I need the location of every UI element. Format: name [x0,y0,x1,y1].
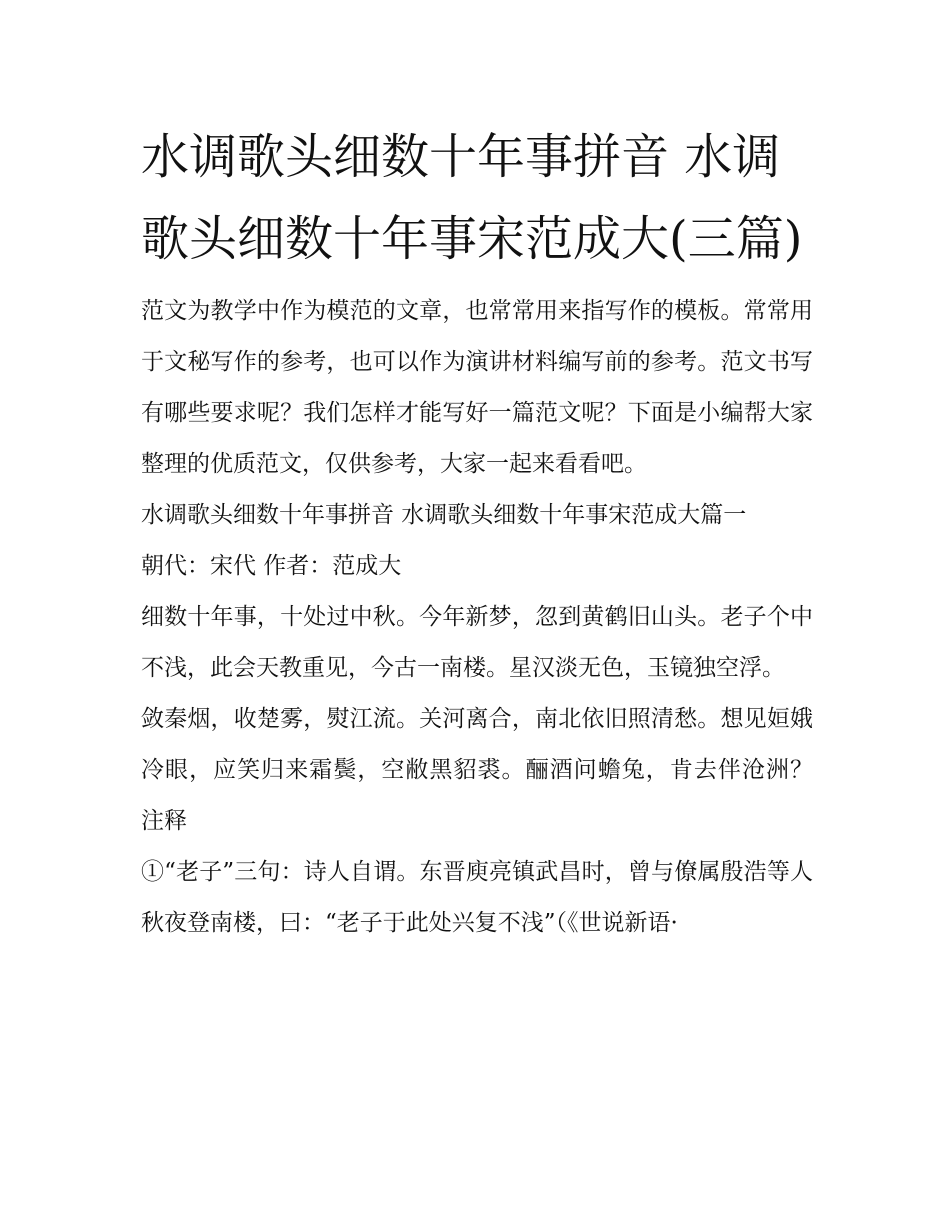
document-page [141,116,813,949]
dynasty-author-line: 朝代：宋代 作者：范成大 [141,553,402,579]
annotation-paragraph: ①“老子”三句：诗人自谓。东晋庾亮镇武昌时，曾与僚属殷浩等人秋夜登南楼，曰：“老子于此处兴复不浅”（《世说新语· [141,859,813,936]
poem-stanza-2: 敛秦烟，收楚雾，熨江流。关河离合，南北依旧照清愁。想见姮娥冷眼，应笑归来霜鬓，空敝黑貂裘。酾酒问蟾兔，肯去伴沧洲？ 注释 [141,706,813,834]
intro-paragraph: 范文为教学中作为模范的文章，也常常用来指写作的模板。常常用于文秘写作的参考，也可以作为演讲材料编写前的参考。范文书写有哪些要求呢？我们怎样才能写好一篇范文呢？下面是小编帮大家整理的优质范文，仅供参考，大家一起来看看吧。 [141,298,813,477]
poem-stanza-1: 细数十年事，十处过中秋。今年新梦，忽到黄鹤旧山头。老子个中不浅，此会天教重见，今古一南楼。星汉淡无色，玉镜独空浮。 [141,604,813,681]
document-title: 水调歌头细数十年事拼音 水调歌头细数十年事宋范成大(三篇) [141,129,803,267]
section-heading: 水调歌头细数十年事拼音 水调歌头细数十年事宋范成大篇一 [141,502,747,528]
